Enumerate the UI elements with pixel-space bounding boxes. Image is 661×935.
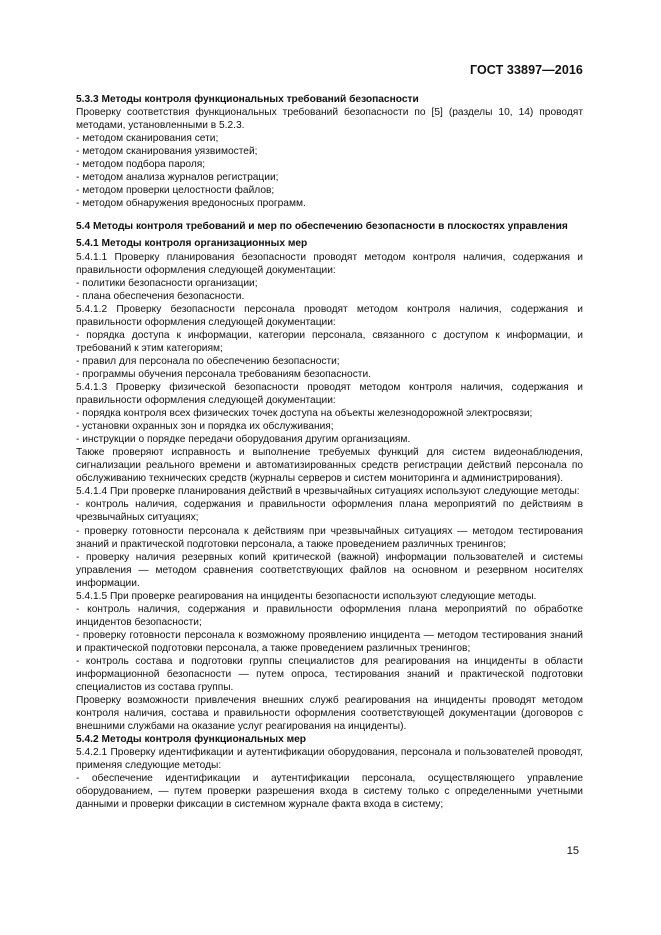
list-item: - программы обучения персонала требованиям безопасности. xyxy=(76,368,371,380)
list-item: - методом обнаружения вредоносных программ. xyxy=(76,198,306,210)
list-item: - контроль наличия, содержания и правильности оформления плана мероприятий по обработке инцидентов безопасности; xyxy=(76,603,583,628)
heading-5-4-1: 5.4.1 Методы контроля организационных мер xyxy=(76,238,308,250)
paragraph-5-3-3-intro: Проверку соответствия функциональных требований безопасности по [5] (разделы 10, 14) проводят методами, установленными в 5.2.3. xyxy=(76,107,583,132)
list-item: - методом сканирования уязвимостей; xyxy=(76,146,258,158)
list-item: - проверку наличия резервных копий критической (важной) информации пользователей и системы управления — методом сравнения соответствующих файлов на основном и резервном носителях информации. xyxy=(76,551,583,589)
list-item: - плана обеспечения безопасности. xyxy=(76,290,245,302)
list-item: - порядка контроля всех физических точек доступа на объекты железнодорожной электросвязи; xyxy=(76,408,533,420)
paragraph-5-4-1-4: 5.4.1.4 При проверке планирования действий в чрезвычайных ситуациях используют следующие методы: xyxy=(76,486,580,498)
list-item: - проверку готовности персонала к действиям при чрезвычайных ситуациях — методом тестирования знаний и практической подготовки персонала, а также проведением различных тренингов; xyxy=(76,525,583,550)
paragraph-5-4-1-5: 5.4.1.5 При проверке реагирования на инциденты безопасности используют следующие методы. xyxy=(76,590,537,602)
list-item: - установки охранных зон и порядка их обслуживания; xyxy=(76,421,334,433)
list-item: - контроль наличия, содержания и правильности оформления плана мероприятий по действиям в чрезвычайных ситуациях; xyxy=(76,499,583,524)
heading-5-3-3: 5.3.3 Методы контроля функциональных требований безопасности xyxy=(76,94,419,105)
heading-5-4: 5.4 Методы контроля требований и мер по обеспечению безопасности в плоскостях управления xyxy=(76,221,568,233)
list-item: - методом сканирования сети; xyxy=(76,133,219,145)
page-content xyxy=(76,93,583,812)
list-item: - политики безопасности организации; xyxy=(76,277,258,289)
list-item: - контроль состава и подготовки группы специалистов для реагирования на инциденты в области информационной безопасности — путем опроса, тестирования знаний и практической подготовки специалистов из состава группы. xyxy=(76,655,583,694)
list-item: - правил для персонала по обеспечению безопасности; xyxy=(76,355,340,367)
paragraph-5-4-1-5-extra: Проверку возможности привлечения внешних служб реагирования на инциденты проводят методом контроля наличия, состава и правильности оформления соответствующей документации (договоров с внешними службами на оказание услуг реагирования на инциденты). xyxy=(76,695,583,733)
heading-5-4-2: 5.4.2 Методы контроля функциональных мер xyxy=(76,734,306,746)
paragraph-5-4-1-3: 5.4.1.3 Проверку физической безопасности проводят методом контроля наличия, содержания и правильности оформления следующей документации: xyxy=(76,381,583,407)
paragraph-5-4-1-1: 5.4.1.1 Проверку планирования безопасности проводят методом контроля наличия, содержания и правильности оформления следующей документации: xyxy=(76,251,583,276)
page-number: 15 xyxy=(566,845,579,857)
list-item: - методом проверки целостности файлов; xyxy=(76,185,275,197)
document-id-header: ГОСТ 33897—2016 xyxy=(469,63,583,77)
list-item: - проверку готовности персонала к возможному проявлению инцидента — методом тестирования знаний и практической подготовки персонала, а также проведением различных тренингов; xyxy=(76,629,583,654)
paragraph-5-4-1-3-extra: Также проверяют исправность и выполнение требуемых функций для систем видеонаблюдения, сигнализации реального времени и автоматизированных средств регистрации действий персонала по обслуживанию технических средств (журналы серверов и систем мониторинга и администрирования). xyxy=(76,447,583,485)
list-item: - методом подбора пароля; xyxy=(76,159,206,171)
paragraph-5-4-1-2: 5.4.1.2 Проверку безопасности персонала проводят методом контроля наличия, содержания и правильности оформления следующей документации: xyxy=(76,303,583,328)
paragraph-5-4-2-1: 5.4.2.1 Проверку идентификации и аутентификации оборудования, персонала и пользователей проводят, применяя следующие методы: xyxy=(76,747,583,772)
list-item: - инструкции о порядке передачи оборудования другим организациям. xyxy=(76,434,411,446)
list-item: - обеспечение идентификации и аутентификации персонала, осуществляющего управление оборудованием, — путем проверки разрешения входа в систему только с определенными учетными данными и проверки фиксации в системном журнале факта входа в систему; xyxy=(76,773,583,811)
list-item: - методом анализа журналов регистрации; xyxy=(76,172,279,184)
list-item: - порядка доступа к информации, категории персонала, связанного с доступом к информации, и требований к этим категориям; xyxy=(76,329,583,354)
